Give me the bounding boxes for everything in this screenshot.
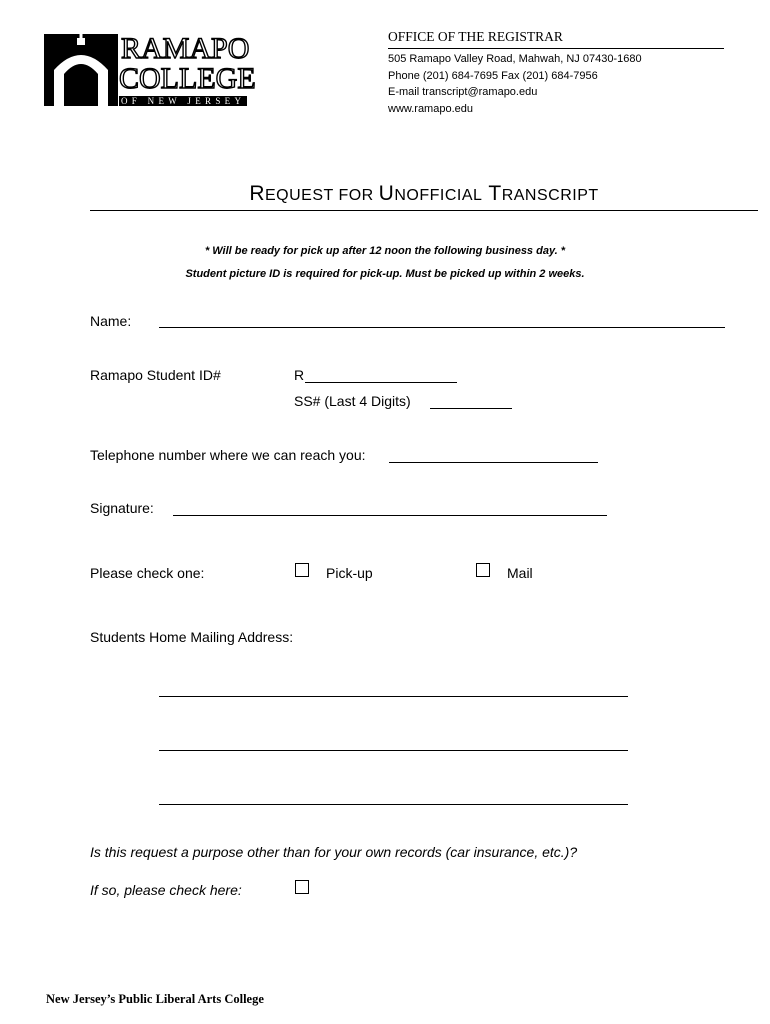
website-text: www.ramapo.edu (388, 103, 473, 115)
mail-option-label: Mail (507, 565, 533, 581)
pickup-checkbox[interactable] (295, 563, 309, 577)
title-rest: NOFFICIAL (394, 187, 483, 204)
address-line-1[interactable] (159, 696, 628, 697)
ssn-field-line[interactable] (430, 408, 512, 409)
address-text: 505 Ramapo Valley Road, Mahwah, NJ 07430-1680 (388, 53, 642, 65)
pickup-time-note: * Will be ready for pick up after 12 noon the following business day. * (204, 245, 566, 257)
title-rest: RANSCRIPT (501, 187, 599, 204)
title-rest: EQUEST (265, 187, 334, 204)
signature-label: Signature: (90, 500, 154, 516)
pickup-option-label: Pick-up (326, 565, 373, 581)
ramapo-college-logo (44, 32, 256, 106)
title-cap: T (482, 182, 502, 205)
title-cap: R (249, 182, 265, 205)
student-id-prefix: R (294, 367, 305, 383)
telephone-field-line[interactable] (389, 462, 598, 463)
name-label: Name: (90, 313, 132, 329)
address-line-2[interactable] (159, 750, 628, 751)
archway-icon (44, 34, 118, 106)
title-word: FOR (333, 187, 379, 204)
telephone-label: Telephone number where we can reach you: (90, 447, 366, 463)
title-cap: U (378, 182, 395, 205)
mailing-address-label: Students Home Mailing Address: (90, 629, 294, 645)
student-id-field-line[interactable] (305, 382, 457, 383)
address-line-3[interactable] (159, 804, 628, 805)
check-one-label: Please check one: (90, 565, 205, 581)
name-field-line[interactable] (159, 327, 725, 328)
footer-tagline: New Jersey’s Public Liberal Arts College (46, 992, 264, 1006)
office-heading: OFFICE OF THE REGISTRAR (388, 29, 724, 49)
purpose-checkbox[interactable] (295, 880, 309, 894)
email-text: E-mail transcript@ramapo.edu (388, 86, 538, 98)
logo-text-ramapo: RAMAPO (121, 32, 250, 65)
ssn-label: SS# (Last 4 Digits) (294, 393, 411, 409)
logo-text-of-new-jersey: OF NEW JERSEY (121, 96, 246, 106)
mail-checkbox[interactable] (476, 563, 490, 577)
purpose-check-label: If so, please check here: (90, 882, 242, 898)
id-required-note: Student picture ID is required for pick-up. Must be picked up within 2 weeks. (185, 268, 585, 280)
page-title (90, 182, 758, 211)
purpose-question: Is this request a purpose other than for your own records (car insurance, etc.)? (90, 844, 578, 860)
phone-fax-text: Phone (201) 684-7695 Fax (201) 684-7956 (388, 70, 598, 82)
logo-text-college: COLLEGE (119, 62, 256, 95)
signature-field-line[interactable] (173, 515, 607, 516)
student-id-label: Ramapo Student ID# (90, 367, 221, 383)
